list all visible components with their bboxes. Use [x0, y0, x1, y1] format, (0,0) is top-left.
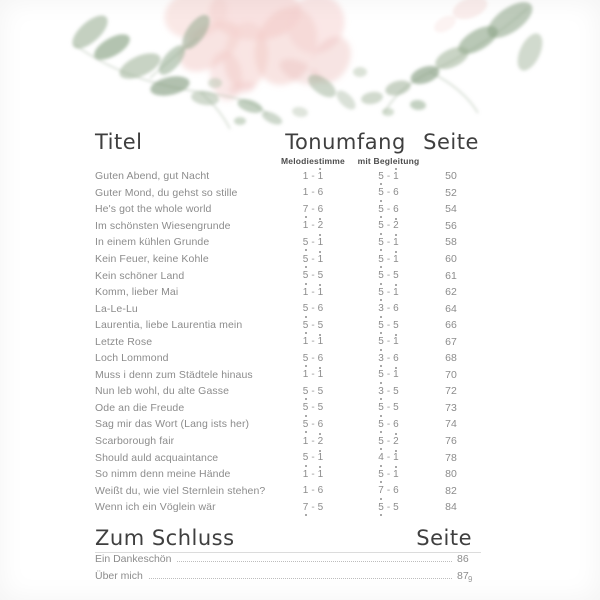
- melodie-range: [270, 353, 356, 364]
- note-degree: 5: [302, 418, 309, 430]
- begleitung-range: [356, 469, 421, 480]
- note-degree: 1: [317, 369, 324, 381]
- note-degree: 5: [378, 236, 384, 248]
- begleitung-range: [356, 187, 421, 198]
- note-degree: 1: [302, 286, 309, 298]
- table-of-contents: [95, 124, 481, 587]
- toc-row: [95, 300, 481, 317]
- note-degree: 1: [317, 286, 324, 298]
- melodie-range: [270, 469, 356, 480]
- song-page-number: 54: [445, 203, 457, 216]
- song-page-number: 56: [445, 219, 457, 232]
- note-degree: 5: [317, 319, 324, 331]
- toc-row: [95, 400, 481, 417]
- note-range-separator: -: [386, 402, 391, 414]
- note-range-separator: -: [386, 253, 391, 265]
- begleitung-range: [356, 436, 421, 447]
- toc-row: [95, 185, 481, 202]
- begleitung-range: [356, 419, 421, 430]
- begleitung-range: [356, 353, 421, 364]
- note-degree: 6: [317, 352, 324, 364]
- note-degree: 5: [378, 435, 384, 447]
- song-page-number: 82: [445, 484, 457, 497]
- song-title: Nun leb wohl, du alte Gasse: [95, 385, 230, 398]
- column-header-tonumfang: Tonumfang: [285, 129, 406, 154]
- entry-title: Ein Dankeschön: [95, 553, 172, 566]
- song-page-number: 66: [445, 319, 457, 332]
- note-degree: 6: [317, 418, 324, 430]
- note-range-separator: -: [311, 286, 315, 298]
- note-degree: 5: [317, 402, 324, 414]
- zum-schluss-title: Zum Schluss: [95, 526, 235, 551]
- note-degree: 5: [317, 385, 324, 397]
- song-title: Guten Abend, gut Nacht: [95, 170, 210, 183]
- melodie-range: [270, 320, 356, 331]
- toc-row: [95, 449, 481, 466]
- note-degree: 5: [302, 352, 309, 364]
- note-degree: 1: [393, 236, 399, 248]
- note-degree: 7: [378, 485, 384, 497]
- note-degree: 5: [378, 270, 384, 282]
- note-degree: 1: [302, 435, 309, 447]
- toc-row: [95, 466, 481, 483]
- note-degree: 6: [317, 303, 324, 315]
- note-degree: 5: [378, 402, 384, 414]
- column-header-titel: Titel: [95, 129, 143, 154]
- song-page-number: 50: [445, 170, 457, 183]
- note-degree: 6: [393, 303, 399, 315]
- note-range-separator: -: [311, 468, 315, 480]
- note-degree: 3: [378, 303, 384, 315]
- note-degree: 5: [378, 468, 384, 480]
- begleitung-range: [356, 386, 421, 397]
- song-title: Scarborough fair: [95, 435, 175, 448]
- note-degree: 1: [302, 485, 309, 497]
- note-degree: 5: [378, 319, 384, 331]
- song-title: Weißt du, wie viel Sternlein stehen?: [95, 484, 266, 497]
- toc-row: [95, 350, 481, 367]
- note-degree: 5: [378, 253, 384, 265]
- note-range-separator: -: [311, 369, 315, 381]
- begleitung-range: [356, 320, 421, 331]
- toc-row: [95, 317, 481, 334]
- song-page-number: 73: [445, 401, 457, 414]
- note-degree: 1: [302, 336, 309, 348]
- note-degree: 3: [378, 352, 384, 364]
- melodie-range: [270, 419, 356, 430]
- note-degree: 6: [393, 485, 399, 497]
- note-range-separator: -: [311, 501, 315, 513]
- note-degree: 5: [378, 336, 384, 348]
- song-page-number: 70: [445, 368, 457, 381]
- watercolor-floral-decoration: [0, 0, 600, 140]
- note-degree: 6: [317, 485, 324, 497]
- note-range-separator: -: [311, 352, 315, 364]
- note-degree: 6: [393, 187, 399, 199]
- note-degree: 1: [393, 336, 399, 348]
- melodie-range: [270, 485, 356, 496]
- note-degree: 5: [393, 270, 399, 282]
- begleitung-range: [356, 254, 421, 265]
- note-degree: 6: [317, 203, 324, 215]
- note-degree: 2: [393, 220, 399, 232]
- note-degree: 1: [302, 220, 309, 232]
- toc-row: [95, 433, 481, 450]
- begleitung-range: [356, 452, 421, 463]
- book-page-number: 9: [468, 575, 473, 584]
- song-title: Loch Lommond: [95, 352, 169, 365]
- melodie-range: [270, 220, 356, 231]
- note-range-separator: -: [311, 485, 315, 497]
- column-header-seite: Seite: [423, 129, 479, 154]
- song-title: Wenn ich ein Vöglein wär: [95, 501, 216, 514]
- note-range-separator: -: [386, 270, 391, 282]
- song-title: In einem kühlen Grunde: [95, 236, 210, 249]
- note-degree: 2: [317, 220, 324, 232]
- entry-page-number: 87: [457, 570, 469, 583]
- note-range-separator: -: [386, 352, 391, 364]
- note-degree: 5: [302, 253, 309, 265]
- toc-row: [95, 383, 481, 400]
- note-degree: 5: [317, 270, 324, 282]
- dotted-leader: [149, 577, 452, 579]
- begleitung-range: [356, 402, 421, 413]
- note-range-separator: -: [311, 220, 315, 232]
- note-degree: 5: [378, 369, 384, 381]
- note-degree: 1: [393, 253, 399, 265]
- note-degree: 5: [378, 286, 384, 298]
- note-range-separator: -: [386, 418, 391, 430]
- note-degree: 7: [302, 203, 309, 215]
- note-range-separator: -: [386, 236, 391, 248]
- note-range-separator: -: [311, 319, 315, 331]
- note-degree: 5: [302, 402, 309, 414]
- begleitung-range: [356, 270, 421, 281]
- note-degree: 5: [317, 501, 324, 513]
- note-degree: 4: [378, 452, 384, 464]
- note-degree: 6: [393, 352, 399, 364]
- note-range-separator: -: [311, 203, 315, 215]
- note-degree: 5: [302, 270, 309, 282]
- song-title: Kein schöner Land: [95, 269, 185, 282]
- song-title: Kein Feuer, keine Kohle: [95, 253, 209, 265]
- note-range-separator: -: [311, 303, 315, 315]
- subheader-melodiestimme: Melodiestimme: [280, 156, 345, 166]
- note-range-separator: -: [386, 385, 391, 397]
- note-range-separator: -: [386, 435, 391, 447]
- song-title: Should auld acquaintance: [95, 451, 219, 464]
- note-degree: 6: [393, 418, 399, 430]
- toc-rows: [95, 168, 481, 515]
- toc-row: [95, 234, 481, 251]
- note-degree: 1: [317, 468, 324, 480]
- note-range-separator: -: [311, 236, 315, 248]
- song-page-number: 72: [445, 385, 457, 398]
- song-title: Ode an die Freude: [95, 401, 185, 414]
- song-title: So nimm denn meine Hände: [95, 468, 231, 481]
- melodie-range: [270, 287, 356, 298]
- toc-row: [95, 284, 481, 301]
- note-range-separator: -: [311, 385, 315, 397]
- melodie-range: [270, 303, 356, 314]
- zum-schluss-row: [95, 553, 481, 570]
- toc-row: [95, 367, 481, 384]
- note-range-separator: -: [311, 336, 315, 348]
- note-degree: 1: [317, 236, 324, 248]
- song-title: Laurentia, liebe Laurentia mein: [95, 319, 243, 332]
- note-degree: 2: [317, 435, 324, 447]
- zum-schluss-seite-label: Seite: [416, 526, 472, 551]
- melodie-range: [270, 386, 356, 397]
- song-page-number: 62: [445, 286, 457, 299]
- melodie-range: [270, 270, 356, 281]
- note-degree: 5: [378, 220, 384, 232]
- begleitung-range: [356, 220, 421, 231]
- subheader-mit-begleitung: mit Begleitung: [357, 156, 420, 166]
- song-title: Muss i denn zum Städtele hinaus: [95, 368, 253, 381]
- toc-row: [95, 218, 481, 235]
- note-degree: 5: [393, 319, 399, 331]
- begleitung-range: [356, 336, 421, 347]
- note-range-separator: -: [311, 418, 315, 430]
- begleitung-range: [356, 485, 421, 496]
- toc-row: [95, 251, 481, 268]
- song-title: Letzte Rose: [95, 335, 153, 348]
- song-title: Im schönsten Wiesengrunde: [95, 219, 231, 232]
- begleitung-range: [356, 287, 421, 298]
- note-degree: 1: [302, 170, 309, 182]
- begleitung-range: [356, 369, 421, 380]
- song-page-number: 52: [445, 186, 457, 199]
- note-degree: 5: [302, 319, 309, 331]
- song-title: Guter Mond, du gehst so stille: [95, 186, 238, 199]
- melodie-range: [270, 254, 356, 265]
- note-range-separator: -: [386, 203, 391, 215]
- zum-schluss-header: [95, 524, 481, 550]
- dotted-leader: [177, 560, 452, 562]
- melodie-range: [270, 452, 356, 463]
- entry-title: Über mich: [95, 570, 143, 583]
- note-range-separator: -: [386, 220, 391, 232]
- note-degree: 6: [393, 203, 399, 215]
- melodie-range: [270, 187, 356, 198]
- note-range-separator: -: [386, 369, 391, 381]
- zum-schluss-rows: [95, 553, 481, 587]
- note-degree: 1: [302, 369, 309, 381]
- begleitung-range: [356, 171, 421, 182]
- note-range-separator: -: [386, 485, 391, 497]
- note-degree: 2: [393, 435, 399, 447]
- song-page-number: 76: [445, 435, 457, 448]
- song-title: Komm, lieber Mai: [95, 286, 179, 299]
- melodie-range: [270, 204, 356, 215]
- note-range-separator: -: [386, 187, 391, 199]
- song-page-number: 61: [445, 269, 457, 282]
- note-degree: 1: [393, 468, 399, 480]
- entry-page-number: 86: [457, 553, 469, 566]
- melodie-range: [270, 502, 356, 513]
- song-title: La-Le-Lu: [95, 302, 138, 315]
- note-degree: 1: [317, 452, 324, 464]
- note-degree: 1: [317, 170, 324, 182]
- begleitung-range: [356, 303, 421, 314]
- toc-row: [95, 333, 481, 350]
- song-page-number: 80: [445, 468, 457, 481]
- note-degree: 5: [302, 452, 309, 464]
- note-range-separator: -: [386, 501, 391, 513]
- note-degree: 1: [393, 286, 399, 298]
- note-degree: 5: [393, 385, 399, 397]
- note-range-separator: -: [311, 253, 315, 265]
- note-degree: 1: [393, 369, 399, 381]
- song-page-number: 64: [445, 302, 457, 315]
- note-degree: 1: [317, 336, 324, 348]
- note-degree: 1: [393, 452, 399, 464]
- note-degree: 5: [302, 303, 309, 315]
- song-page-number: 78: [445, 451, 457, 464]
- note-degree: 7: [302, 501, 309, 513]
- note-degree: 5: [393, 501, 399, 513]
- note-degree: 5: [378, 501, 384, 513]
- song-page-number: 58: [445, 236, 457, 249]
- note-degree: 1: [393, 170, 399, 182]
- begleitung-range: [356, 237, 421, 248]
- toc-subheader: [95, 154, 481, 168]
- note-degree: 5: [378, 170, 384, 182]
- toc-row: [95, 499, 481, 516]
- note-degree: 5: [378, 203, 384, 215]
- note-range-separator: -: [386, 303, 391, 315]
- melodie-range: [270, 436, 356, 447]
- begleitung-range: [356, 204, 421, 215]
- zum-schluss-row: [95, 570, 481, 587]
- note-range-separator: -: [386, 468, 391, 480]
- song-title: He's got the whole world: [95, 203, 212, 216]
- toc-row: [95, 416, 481, 433]
- toc-row: [95, 201, 481, 218]
- note-range-separator: -: [311, 435, 315, 447]
- note-range-separator: -: [311, 452, 315, 464]
- note-range-separator: -: [386, 452, 391, 464]
- note-range-separator: -: [311, 187, 315, 199]
- begleitung-range: [356, 502, 421, 513]
- note-degree: 1: [302, 468, 309, 480]
- note-range-separator: -: [386, 336, 391, 348]
- note-degree: 1: [302, 187, 309, 199]
- song-page-number: 74: [445, 418, 457, 431]
- melodie-range: [270, 402, 356, 413]
- note-range-separator: -: [386, 170, 391, 182]
- toc-row: [95, 168, 481, 185]
- note-range-separator: -: [311, 170, 315, 182]
- note-degree: 5: [378, 187, 384, 199]
- note-degree: 5: [393, 402, 399, 414]
- song-page-number: 84: [445, 501, 457, 514]
- melodie-range: [270, 369, 356, 380]
- toc-row: [95, 267, 481, 284]
- note-degree: 5: [302, 385, 309, 397]
- toc-header: [95, 124, 481, 154]
- note-range-separator: -: [386, 319, 391, 331]
- note-range-separator: -: [386, 286, 391, 298]
- melodie-range: [270, 237, 356, 248]
- note-range-separator: -: [311, 270, 315, 282]
- zum-schluss-section: [95, 524, 481, 587]
- toc-row: [95, 482, 481, 499]
- note-range-separator: -: [311, 402, 315, 414]
- note-degree: 5: [302, 236, 309, 248]
- song-title: Sag mir das Wort (Lang ists her): [95, 418, 250, 431]
- note-degree: 5: [378, 418, 384, 430]
- melodie-range: [270, 336, 356, 347]
- note-degree: 3: [378, 385, 384, 397]
- right-leaf-branch: [353, 0, 548, 116]
- song-page-number: 60: [445, 253, 457, 265]
- note-degree: 6: [317, 187, 324, 199]
- song-page-number: 67: [445, 335, 457, 348]
- note-degree: 1: [317, 253, 324, 265]
- song-page-number: 68: [445, 352, 457, 365]
- melodie-range: [270, 171, 356, 182]
